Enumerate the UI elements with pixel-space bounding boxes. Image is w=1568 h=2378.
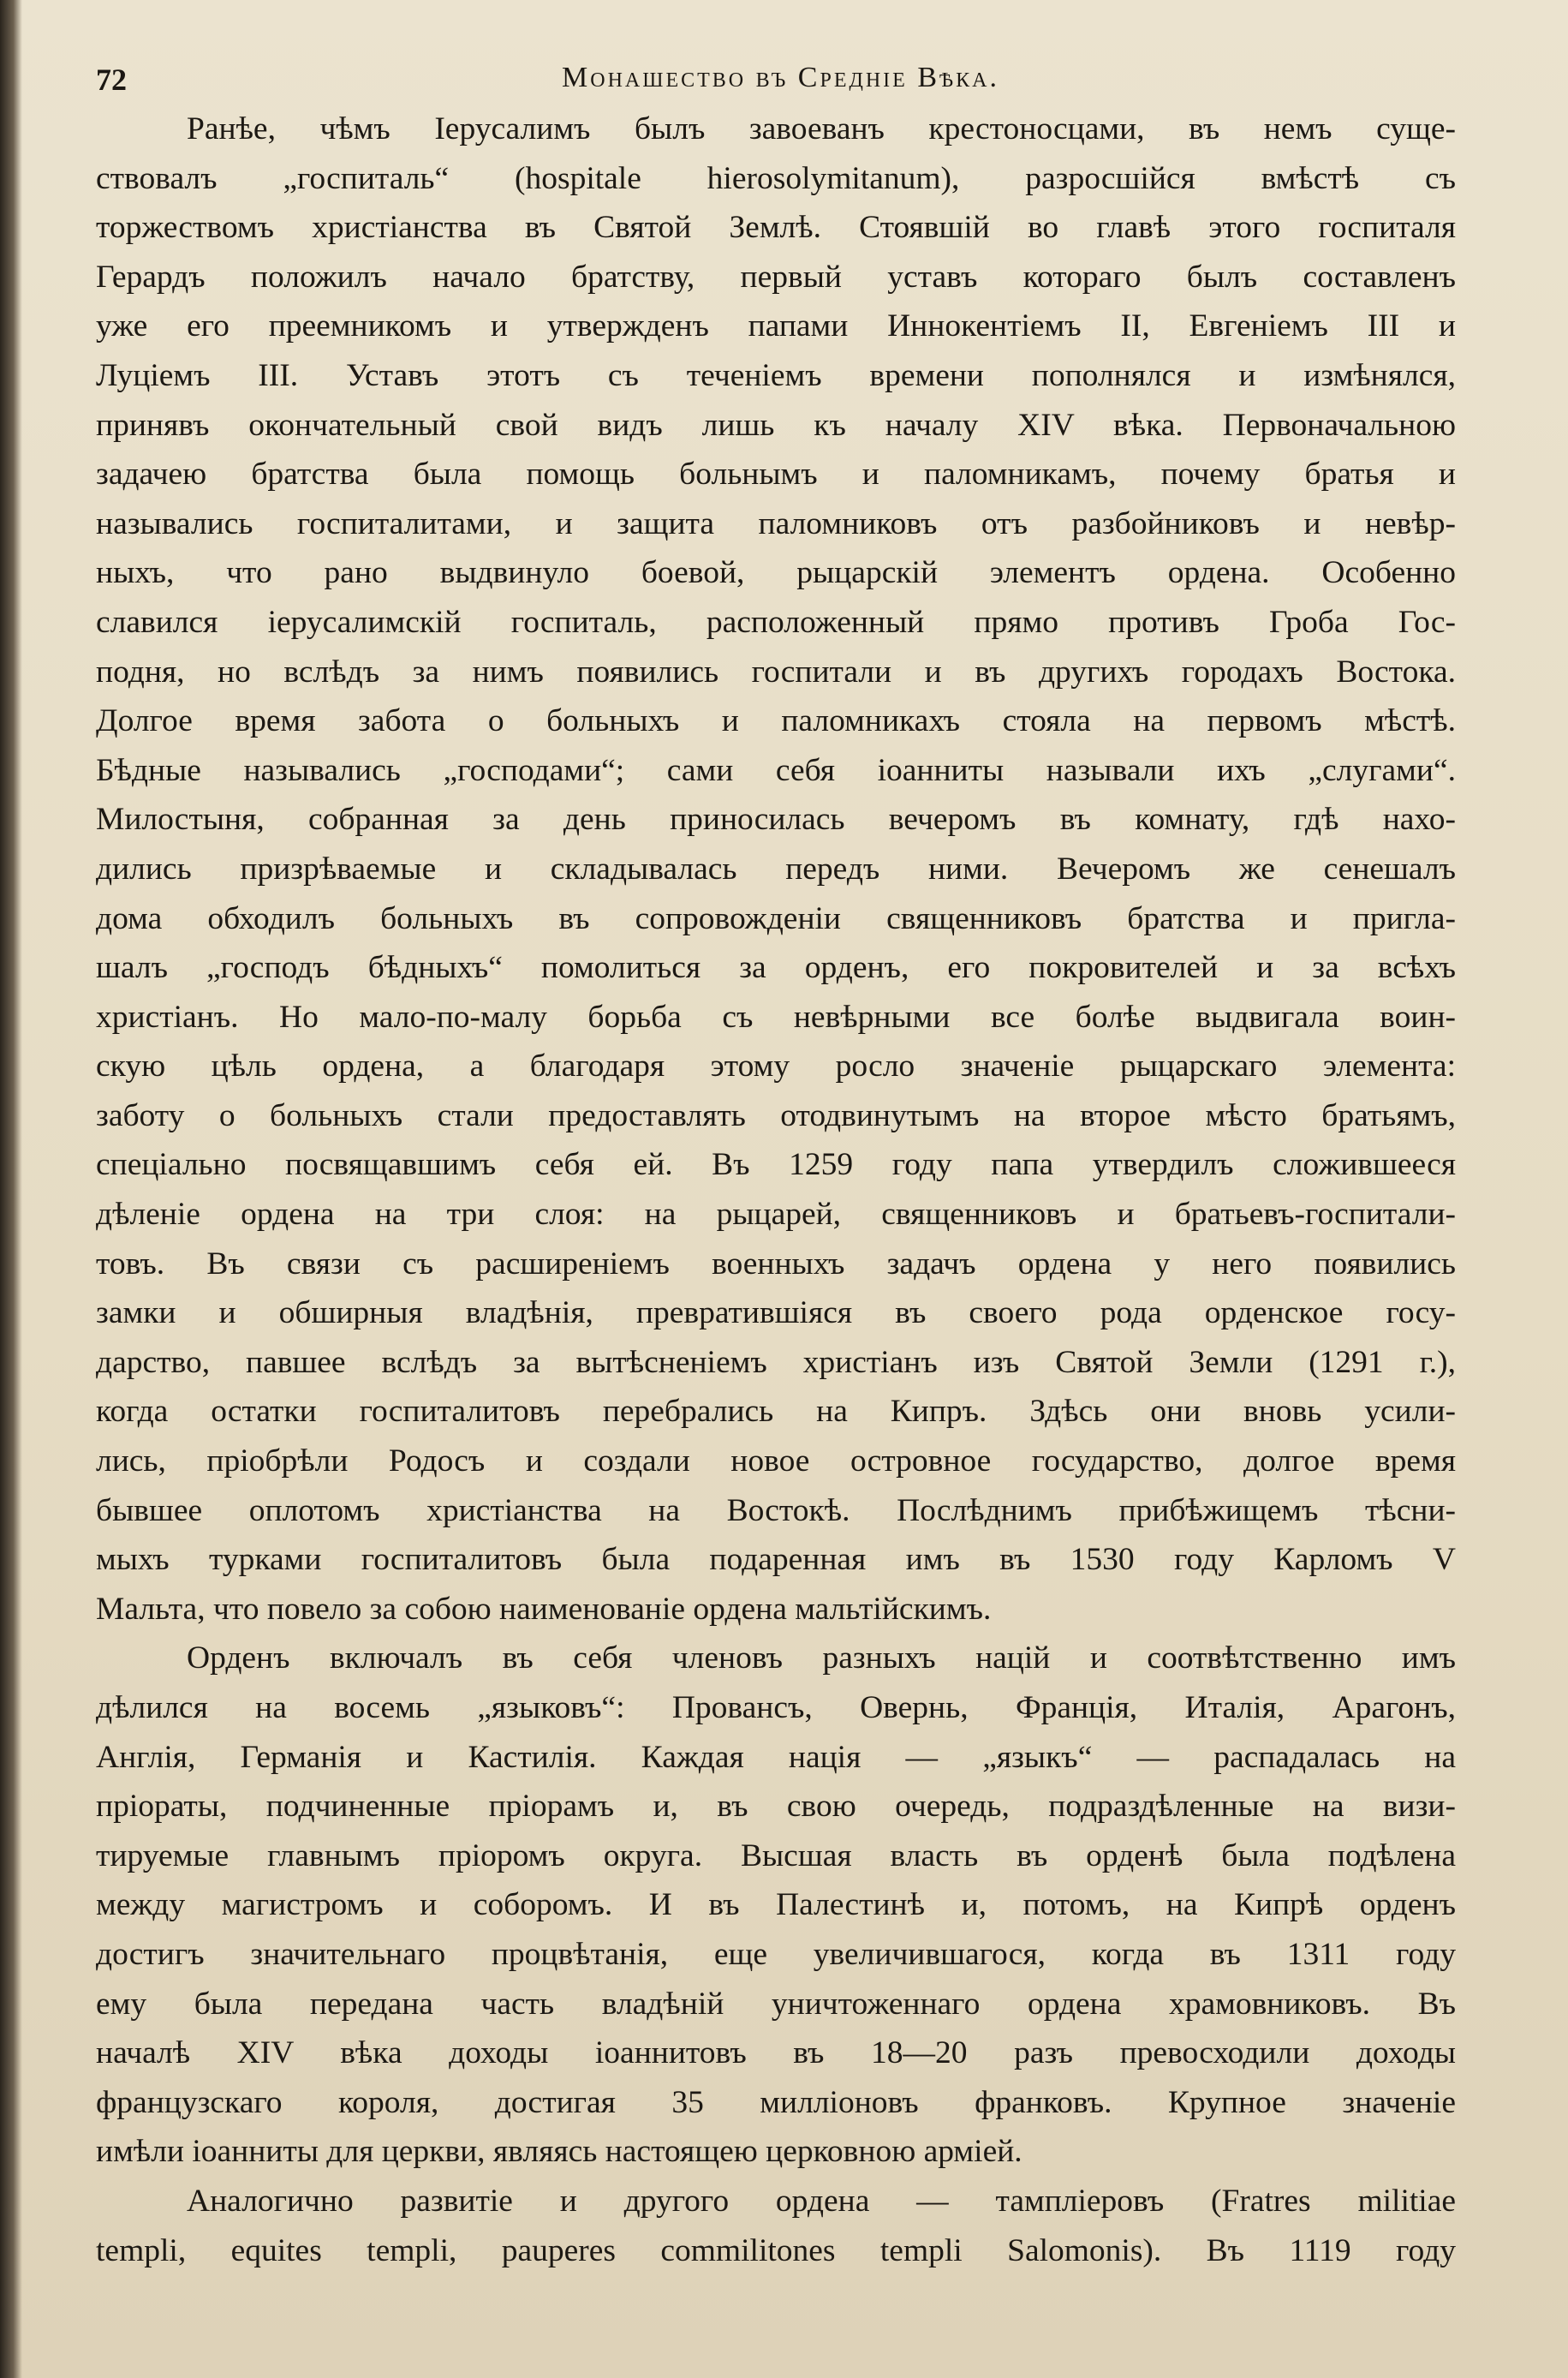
paragraph (96, 105, 1456, 1634)
text-line: французскаго короля, достигая 35 милліоновъ франковъ. Крупное значеніе (96, 2084, 1456, 2120)
text-line: имѣли іоанниты для церкви, являясь настоящею церковною арміей. (96, 2134, 1022, 2170)
text-line: началѣ XIV вѣка доходы іоаннитовъ въ 18—20 разъ превосходили доходы (96, 2035, 1456, 2071)
text-line: товъ. Въ связи съ расширеніемъ военныхъ задачъ ордена у него появились (96, 1246, 1456, 1282)
text-line: Мальта, что повело за собою наименованіе ордена мальтійскимъ. (96, 1591, 992, 1627)
text-line: спеціально посвящавшимъ себя ей. Въ 1259 году папа утвердилъ сложившееся (96, 1147, 1456, 1183)
text-line: замки и обширныя владѣнія, превратившіяся въ своего рода орденское госу- (96, 1295, 1456, 1331)
running-title: Монашество въ Средніе Вѣка. (562, 62, 999, 93)
text-line: скую цѣль ордена, а благодаря этому росло значеніе рыцарскаго элемента: (96, 1049, 1456, 1084)
paragraph (96, 2177, 1456, 2275)
text-line: принявъ окончательный свой видъ лишь къ началу XIV вѣка. Первоначальною (96, 407, 1456, 443)
page-number: 72 (96, 63, 127, 97)
text-line: Англія, Германія и Кастилія. Каждая нація — „языкъ“ — распадалась на (96, 1739, 1456, 1775)
text-line: когда остатки госпиталитовъ перебрались на Кипръ. Здѣсь они вновь усили- (96, 1394, 1456, 1430)
text-line: славился іерусалимскій госпиталь, расположенный прямо противъ Гроба Гос- (96, 604, 1456, 640)
text-line: Ранѣе, чѣмъ Іерусалимъ былъ завоеванъ крестоносцами, въ немъ суще- (187, 111, 1456, 146)
text-line: дѣлился на восемь „языковъ“: Провансъ, Овернь, Франція, Италія, Арагонъ, (96, 1690, 1456, 1725)
text-line: пріораты, подчиненные пріорамъ и, въ свою очередь, подраздѣленные на визи- (96, 1789, 1456, 1825)
text-line: Бѣдные назывались „господами“; сами себя іоанниты называли ихъ „слугами“. (96, 752, 1456, 788)
text-line: лись, пріобрѣли Родосъ и создали новое островное государство, долгое время (96, 1443, 1456, 1479)
page-gutter-shadow (0, 0, 22, 2378)
text-line: назывались госпиталитами, и защита паломниковъ отъ разбойниковъ и невѣр- (96, 505, 1456, 541)
text-line: тируемые главнымъ пріоромъ округа. Высшая власть въ орденѣ была подѣлена (96, 1837, 1456, 1873)
text-line: ствовалъ „госпиталь“ (hospitale hierosolymitanum), разросшійся вмѣстѣ съ (96, 160, 1456, 196)
text-line: Герардъ положилъ начало братству, первый уставъ котораго былъ составленъ (96, 259, 1456, 295)
text-line: уже его преемникомъ и утвержденъ папами Иннокентіемъ II, Евгеніемъ III и (96, 308, 1456, 344)
text-line: христіанъ. Но мало-по-малу борьба съ невѣрными все болѣе выдвигала воин- (96, 999, 1456, 1035)
text-line: задачею братства была помощь больнымъ и паломникамъ, почему братья и (96, 457, 1456, 493)
text-line: Милостыня, собранная за день приносилась вечеромъ въ комнату, гдѣ нахо- (96, 802, 1456, 838)
text-line: торжествомъ христіанства въ Святой Землѣ. Стоявшій во главѣ этого госпиталя (96, 210, 1456, 246)
text-line: Долгое время забота о больныхъ и паломникахъ стояла на первомъ мѣстѣ. (96, 703, 1456, 739)
text-line: дились призрѣваемые и складывалась передъ ними. Вечеромъ же сенешалъ (96, 851, 1456, 887)
text-line: между магистромъ и соборомъ. И въ Палестинѣ и, потомъ, на Кипрѣ орденъ (96, 1887, 1456, 1923)
text-line: шалъ „господъ бѣдныхъ“ помолиться за орденъ, его покровителей и за всѣхъ (96, 950, 1456, 986)
text-line: мыхъ турками госпиталитовъ была подаренная имъ въ 1530 году Карломъ V (96, 1542, 1456, 1578)
text-line: ныхъ, что рано выдвинуло боевой, рыцарскій элементъ ордена. Особенно (96, 555, 1456, 591)
text-line: достигъ значительнаго процвѣтанія, еще увеличившагося, когда въ 1311 году (96, 1936, 1456, 1972)
text-body (96, 105, 1456, 2275)
text-line: бывшее оплотомъ христіанства на Востокѣ. Послѣднимъ прибѣжищемъ тѣсни- (96, 1492, 1456, 1528)
text-line: templi, equites templi, pauperes commilitones templi Salomonis). Въ 1119 году (96, 2232, 1456, 2268)
text-line: дѣленіе ордена на три слоя: на рыцарей, священниковъ и братьевъ-госпитали- (96, 1197, 1456, 1233)
text-line: дарство, павшее вслѣдъ за вытѣсненіемъ христіанъ изъ Святой Земли (1291 г.), (96, 1344, 1456, 1380)
text-line: Аналогично развитіе и другого ордена — тампліеровъ (Fratres militiae (187, 2183, 1456, 2219)
text-line: ему была передана часть владѣній уничтоженнаго ордена храмовниковъ. Въ (96, 1986, 1456, 2022)
text-line: подня, но вслѣдъ за нимъ появились госпитали и въ другихъ городахъ Востока. (96, 654, 1456, 690)
text-line: дома обходилъ больныхъ въ сопровожденіи священниковъ братства и пригла- (96, 900, 1456, 936)
text-line: Луціемъ III. Уставъ этотъ съ теченіемъ времени пополнялся и измѣнялся, (96, 357, 1456, 393)
paragraph (96, 1634, 1456, 2177)
text-line: заботу о больныхъ стали предоставлять отодвинутымъ на второе мѣсто братьямъ, (96, 1097, 1456, 1133)
text-line: Орденъ включалъ въ себя членовъ разныхъ націй и соотвѣтственно имъ (187, 1640, 1456, 1676)
